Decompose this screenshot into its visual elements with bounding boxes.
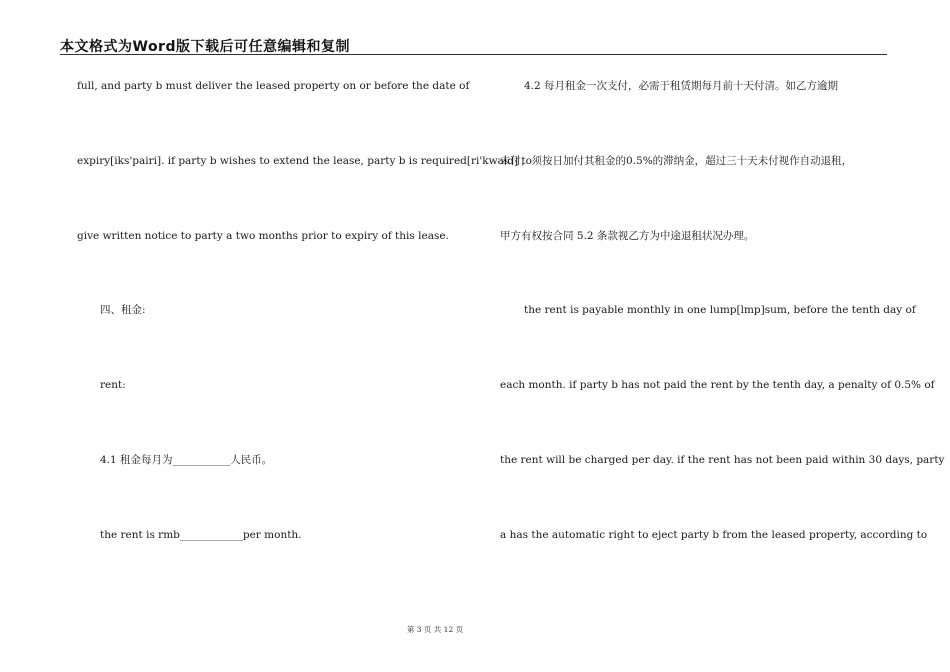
clause-4-1-cn: 4.1 租金每月为___________人民币。 <box>100 454 273 466</box>
left-line-3: give written notice to party a two months prior to expiry of this lease. <box>77 230 449 242</box>
clause-4-1-en: the rent is rmb____________per month. <box>100 529 302 541</box>
left-line-2: expiry[iks'pairi]. if party b wishes to extend the lease, party b is required[ri'kwaid] to <box>77 155 532 167</box>
right-line-5: each month. if party b has not paid the rent by the tenth day, a penalty of 0.5% of <box>500 379 935 391</box>
section-heading-rent-cn: 四、租金: <box>100 304 146 316</box>
right-line-2: 未付，须按日加付其租金的0.5%的滞纳金，超过三十天未付视作自动退租， <box>500 155 853 167</box>
right-line-1: 4.2 每月租金一次支付，必需于租赁期每月前十天付清。如乙方逾期 <box>524 80 839 92</box>
document-header-title: 本文格式为Word版下载后可任意编辑和复制 <box>60 39 350 55</box>
right-line-6: the rent will be charged per day. if the rent has not been paid within 30 days, party <box>500 454 945 466</box>
header-divider <box>60 54 887 55</box>
page-number-footer: 第 3 页 共 12 页 <box>406 625 464 634</box>
right-line-7: a has the automatic right to eject party b from the leased property, according to <box>500 529 928 541</box>
right-line-4: the rent is payable monthly in one lump[lmp]sum, before the tenth day of <box>524 304 916 316</box>
left-line-1: full, and party b must deliver the leased property on or before the date of <box>77 80 470 92</box>
right-line-3: 甲方有权按合同 5.2 条款视乙方为中途退租状况办理。 <box>500 230 755 242</box>
section-heading-rent-en: rent: <box>100 379 126 391</box>
